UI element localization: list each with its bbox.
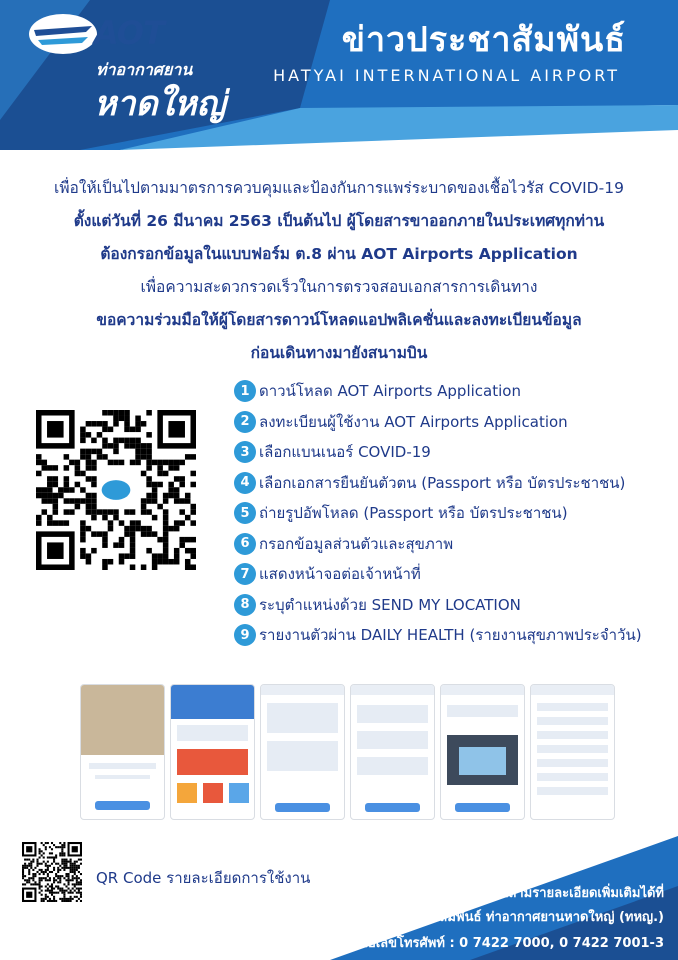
app-screenshot-form-steps [350,684,435,820]
step-item [234,376,674,407]
page-subtitle: HATYAI INTERNATIONAL AIRPORT [273,66,620,85]
app-screenshots [80,684,610,834]
step-item [234,498,674,529]
step-item [234,437,674,468]
aot-logo [28,6,193,66]
qr-code-usage-details[interactable] [22,842,82,902]
step-number-badge: 7 [234,563,256,585]
aot-logo-icon [28,12,98,56]
step-item [234,559,674,590]
logo-subtitle: ท่าอากาศยาน [96,60,193,79]
footer-line: ประชาสัมพันธ์ ท่าอากาศยานหาดใหญ่ (ทหญ.) [401,910,664,925]
app-screenshot-id-photo [440,684,525,820]
app-screenshot-personal-info [530,684,615,820]
app-screenshot-home [170,684,255,820]
intro-line: ก่อนเดินทางมายังสนามบิน [250,344,428,362]
step-item [234,529,674,560]
step-text: เลือกแบนเนอร์ COVID-19 [259,443,431,462]
step-text: ลงทะเบียนผู้ใช้งาน AOT Airports Application [259,412,568,431]
step-number-badge: 8 [234,594,256,616]
app-screenshot-welcome [80,684,165,820]
step-item [234,590,674,621]
step-number-badge: 5 [234,502,256,524]
logo-city: หาดใหญ่ [94,84,226,124]
step-number-badge: 9 [234,624,256,646]
qr-caption: QR Code รายละเอียดการใช้งาน [96,869,311,887]
footer-phone: หมายเลขโทรศัพท์ : 0 7422 7000, 0 7422 7001-3 [343,936,664,951]
step-number-badge: 4 [234,472,256,494]
step-number-badge: 6 [234,533,256,555]
intro-line: ขอความร่วมมือให้ผู้โดยสารดาวน์โหลดแอปพลิเคชั่นและลงทะเบียนข้อมูล [96,311,582,329]
page-title: ข่าวประชาสัมพันธ์ [341,20,626,60]
step-text: ระบุตำแหน่งด้วย SEND MY LOCATION [259,595,521,614]
step-text: ดาวน์โหลด AOT Airports Application [259,382,521,401]
step-text: กรอกข้อมูลส่วนตัวและสุขภาพ [259,534,454,553]
step-text: เลือกเอกสารยืนยันตัวตน (Passport หรือ บัตรประชาชน) [259,473,626,492]
footer-banner [0,828,678,960]
step-item [234,468,674,499]
step-number-badge: 1 [234,380,256,402]
logo-text: AOT [94,14,164,52]
footer-line: สอบถามรายละเอียดเพิ่มเติมได้ที่ [484,886,664,901]
step-text: ถ่ายรูปอัพโหลด (Passport หรือ บัตรประชาชน) [259,504,568,523]
intro-text [0,172,678,370]
qr-code-app-download[interactable] [36,410,196,570]
intro-line: ตั้งแต่วันที่ 26 มีนาคม 2563 เป็นต้นไป ผู้โดยสารขาออกภายในประเทศทุกท่าน [73,212,605,230]
step-number-badge: 3 [234,441,256,463]
header-banner [0,0,678,150]
steps-list [234,376,674,651]
app-screenshot-document-select [260,684,345,820]
step-text: แสดงหน้าจอต่อเจ้าหน้าที่ [259,565,421,584]
intro-line: เพื่อให้เป็นไปตามมาตรการควบคุมและป้องกันการแพร่ระบาดของเชื้อไวรัส COVID-19 [54,179,624,197]
intro-line: ต้องกรอกข้อมูลในแบบฟอร์ม ต.8 ผ่าน AOT Airports Application [100,245,578,263]
step-number-badge: 2 [234,411,256,433]
step-item [234,620,674,651]
step-item [234,407,674,438]
intro-line: เพื่อความสะดวกรวดเร็วในการตรวจสอบเอกสารการเดินทาง [140,278,538,296]
step-text: รายงานตัวผ่าน DAILY HEALTH (รายงานสุขภาพประจำวัน) [259,626,642,645]
